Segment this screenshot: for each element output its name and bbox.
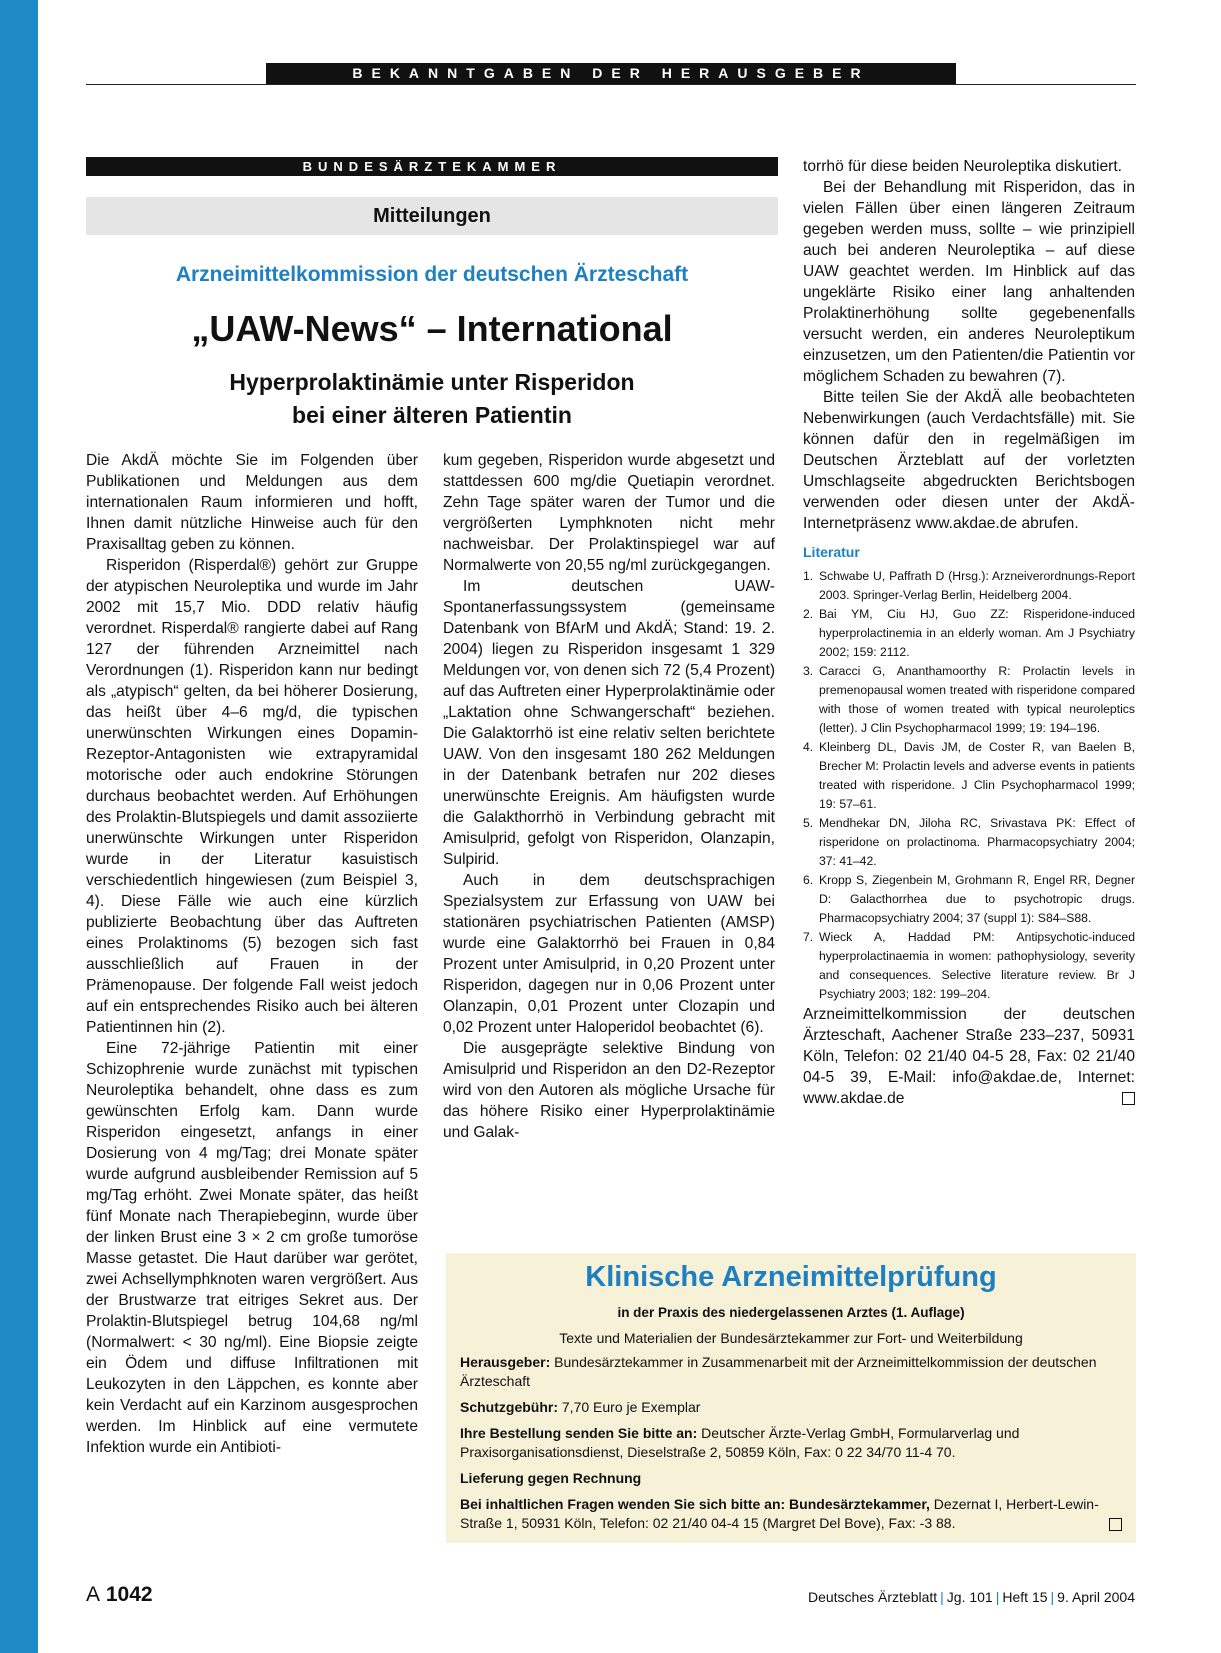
reference-number: 1.: [803, 569, 814, 583]
reference-text: Kleinberg DL, Davis JM, de Coster R, van Baelen B, Brecher M: Prolactin levels and adverse events in patients treated with risperidone. J Clin Psychopharmacol 1999; 19: 57–61.: [819, 740, 1135, 811]
reference-text: Mendhekar DN, Jiloha RC, Srivastava PK: Effect of risperidone on prolactinoma. Pharmacopsychiatry 2004; 37: 41–42.: [819, 816, 1135, 868]
subtitle-line-2: bei einer älteren Patientin: [292, 402, 572, 428]
header-rule: [86, 84, 1136, 85]
infobox-publisher: [460, 1353, 1122, 1391]
order-label: Ihre Bestellung senden Sie bitte an:: [460, 1425, 698, 1441]
article-title: „UAW-News“ – International: [191, 308, 673, 349]
infobox-title: Klinische Arzneimittelprüfung: [585, 1261, 997, 1293]
reference-list: [803, 567, 1135, 1004]
reference-text: Bai YM, Ciu HJ, Guo ZZ: Risperidone-induced hyperprolactinemia in an elderly woman. Am J Psychiatry 2002; 159: 2112.: [819, 607, 1135, 659]
reference-item: [803, 567, 1135, 605]
journal-footer: [808, 1589, 1135, 1605]
reference-number: 5.: [803, 816, 814, 830]
subtitle-line-1: Hyperprolaktinämie unter Risperidon: [229, 369, 635, 395]
journal-issue: Heft 15: [1002, 1589, 1048, 1605]
paragraph: Im deutschen UAW-Spontanerfassungssystem (gemeinsame Datenbank von BfArM und AkdÄ; Stand: 19. 2. 2004) liegen zu Risperidon insgesamt 1 329 Meldungen vor, von denen sich 72 (5,4 Prozent) auf das Auftreten einer Hyperprolaktinämie oder „Laktation ohne Schwangerschaft“ beziehen. Die Galaktorrhö ist eine relativ selten berichtete UAW. Von den insgesamt 180 262 Meldungen in der Datenbank betrafen nur 202 dieses unerwünschte Ereignis. Am häufigsten wurde die Galakthorrhö in Verbindung gebracht mit Amisulprid, gefolgt von Risperidon, Olanzapin, Sulpirid.: [443, 578, 776, 868]
end-mark-icon: [1109, 1518, 1122, 1531]
paragraph: Auch in dem deutschsprachigen Spezialsystem zur Erfassung von UAW bei stationären psychiatrischen Patienten (AMSP) wurde eine Galaktorrhö bei Frauen in 0,84 Prozent unter Amisulprid, in 0,20 Prozent unter Risperidon, dagegen nur in 0,06 Prozent unter Olanzapin, 0,01 Prozent unter Clozapin und 0,02 Prozent unter Haloperidol beobachtet (6).: [443, 872, 775, 1036]
infobox-body: [460, 1353, 1122, 1540]
journal-volume: Jg. 101: [946, 1589, 993, 1605]
organization-bar: BUNDESÄRZTEKAMMER: [86, 157, 778, 176]
paragraph: kum gegeben, Risperidon wurde abgesetzt und stattdessen 600 mg/die Quetiapin verordnet. Zehn Tage später waren der Tumor und die vergrößerten Lymphknoten nicht mehr nachweisbar. Der Prolaktinspiegel war auf Normalwerte von 20,55 ng/ml zurückgegangen.: [443, 452, 775, 574]
text-column-2: [443, 450, 775, 1143]
reference-number: 6.: [803, 873, 814, 887]
separator: |: [940, 1589, 944, 1605]
reference-item: [803, 738, 1135, 814]
address-paragraph: [803, 1004, 1135, 1109]
section-box-title: Mitteilungen: [86, 197, 778, 235]
article-subtitle: [86, 366, 778, 432]
fee-text: 7,70 Euro je Exemplar: [561, 1399, 701, 1415]
journal-name: Deutsches Ärzteblatt: [807, 1589, 938, 1605]
reference-item: [803, 662, 1135, 738]
infobox: [446, 1253, 1136, 1543]
address-text: Arzneimittelkommission der deutschen Ärzteschaft, Aachener Straße 233–237, 50931 Köln, Telefon: 02 21/40 04-5 28, Fax: 02 21/40 04-5 39, E-Mail: info@akdae.de, Internet: www.akdae.de: [803, 1006, 1135, 1107]
publisher-label: Herausgeber:: [460, 1354, 551, 1370]
paragraph: Die AkdÄ möchte Sie im Folgenden über Publikationen und Meldungen aus dem internationalen Raum informieren und hofft, Ihnen damit nützliche Hinweise auch für den Praxisalltag geben zu können.: [86, 452, 418, 553]
reference-text: Wieck A, Haddad PM: Antipsychotic-induced hyperprolactinaemia in women: pathophysiology, severity and consequences. Selective literature review. Br J Psychiatry 2003; 182: 199–204.: [819, 930, 1135, 1001]
page-number: [86, 1583, 153, 1607]
reference-text: Caracci G, Ananthamoorthy R: Prolactin levels in premenopausal women treated with risperidone compared with those of women treated with typical neuroleptics (letter). J Clin Psychopharmacol 1999; 19: 194–196.: [819, 664, 1135, 735]
infobox-subtitle: in der Praxis des niedergelassenen Arztes (1. Auflage): [617, 1305, 965, 1320]
text-column-1: [86, 450, 418, 1458]
paragraph: Bei der Behandlung mit Risperidon, das in vielen Fällen über einen längeren Zeitraum gegeben werden muss, sollte – wie prinzipiell auch bei anderen Neuroleptika – auf diese UAW geachtet werden. Im Hinblick auf das ungeklärte Risiko einer lang anhaltenden Prolaktinerhöhung sollte gegebenenfalls versucht werden, ein anderes Neuroleptikum einzusetzen, um den Patienten/die Patientin vor möglichem Schaden zu bewahren (7).: [803, 179, 1135, 385]
reference-number: 2.: [803, 607, 814, 621]
page-number-value: 1042: [105, 1583, 153, 1606]
paragraph: torrhö für diese beiden Neuroleptika diskutiert.: [803, 158, 1122, 175]
infobox-delivery: [460, 1469, 1122, 1488]
reference-number: 7.: [803, 930, 814, 944]
publisher-text: Bundesärztekammer in Zusammenarbeit mit der Arzneimittelkommission der deutschen Ärzteschaft: [460, 1354, 1097, 1389]
reference-item: [803, 871, 1135, 928]
side-color-bar: [0, 0, 38, 1653]
section-header: BEKANNTGABEN DER HERAUSGEBER: [266, 63, 956, 84]
separator: |: [1050, 1589, 1055, 1605]
order-text: Deutscher Ärzte-Verlag GmbH, Formularverlag und Praxisorganisationsdienst, Dieselstraße 2, 50859 Köln, Fax: 0 22 34/70 11-4 70.: [460, 1425, 1020, 1460]
journal-date: 9. April 2004: [1057, 1589, 1135, 1605]
delivery-text: Lieferung gegen Rechnung: [460, 1470, 642, 1486]
text-column-3: [803, 156, 1135, 1109]
paragraph: Bitte teilen Sie der AkdÄ alle beobachteten Nebenwirkungen (auch Verdachtsfälle) mit. Sie können dafür den in regelmäßigen im Deutschen Ärzteblatt auf der vorletzten Umschlagseite abgedruckten Berichtsbogen verwenden oder diesen unter der AkdÄ-Internetpräsenz www.akdae.de abrufen.: [803, 389, 1135, 532]
infobox-fee: [460, 1398, 1122, 1417]
page-prefix: A: [86, 1583, 101, 1606]
separator: |: [995, 1589, 1000, 1605]
infobox-contact: [460, 1495, 1122, 1533]
reference-item: [803, 928, 1135, 1004]
fee-label: Schutzgebühr:: [460, 1399, 558, 1415]
reference-item: [803, 814, 1135, 871]
reference-text: Kropp S, Ziegenbein M, Grohmann R, Engel RR, Degner D: Galacthorrhea due to psychotropic drugs. Pharmacopsychiatry 2004; 37 (suppl 1): S84–S88.: [819, 873, 1135, 925]
reference-number: 3.: [803, 664, 814, 678]
literature-heading: Literatur: [803, 544, 860, 560]
infobox-order: [460, 1424, 1122, 1462]
reference-item: [803, 605, 1135, 662]
paragraph: Die ausgeprägte selektive Bindung von Amisulprid und Risperidon an den D2-Rezeptor wird von den Autoren als mögliche Ursache für das höhere Risiko einer Hyperprolaktinämie und Galak-: [443, 1040, 775, 1141]
end-mark-icon: [1122, 1092, 1135, 1105]
contact-label: Bei inhaltlichen Fragen wenden Sie sich bitte an: Bundesärztekammer,: [460, 1496, 930, 1512]
infobox-series: Texte und Materialien der Bundesärztekammer zur Fort- und Weiterbildung: [559, 1330, 1023, 1346]
paragraph: Eine 72-jährige Patientin mit einer Schizophrenie wurde zunächst mit typischen Neuroleptika behandelt, ohne dass es zum gewünschten Erfolg kam. Dann wurde Risperidon eingesetzt, anfangs in einer Dosierung von 4 mg/Tag; drei Monate später wurde aufgrund ausbleibender Remission auf 5 mg/Tag erhöht. Zwei Monate später, das heißt fünf Monate nach Therapiebeginn, wurde über der linken Brust eine 3 × 2 cm große tumoröse Masse getastet. Die Haut darüber war gerötet, zwei Achsellymphknoten waren vergrößert. Aus der Brustwarze trat eitriges Sekret aus. Der Prolaktin-Blutspiegel betrug 104,68 ng/ml (Normalwert: < 30 ng/ml). Eine Biopsie zeigte ein Ödem und diffuse Infiltrationen mit Leukozyten in den Läppchen, es konnte aber kein Verdacht auf ein Karzinom ausgesprochen werden. Im Hinblick auf eine vermutete Infektion wurde ein Antibioti-: [86, 1040, 418, 1456]
reference-number: 4.: [803, 740, 814, 754]
article-organization: Arzneimittelkommission der deutschen Ärzteschaft: [175, 263, 689, 286]
reference-text: Schwabe U, Paffrath D (Hrsg.): Arzneiverordnungs-Report 2003. Springer-Verlag Berlin, Heidelberg 2004.: [819, 569, 1135, 602]
contact-text: Dezernat I, Herbert-Lewin-Straße 1, 50931 Köln, Telefon: 02 21/40 04-4 15 (Margret Del Bove), Fax: -3 88.: [460, 1496, 1099, 1531]
paragraph: Risperidon (Risperdal®) gehört zur Gruppe der atypischen Neuroleptika und wurde im Jahr 2002 mit 15,7 Mio. DDD relativ häufig verordnet. Risperdal® rangierte dabei auf Rang 127 der führenden Arzneimittel nach Verordnungen (1). Risperidon kann nur bedingt als „atypisch“ gelten, da bei höherer Dosierung, das heißt über 4–6 mg/d, die typischen unerwünschten Wirkungen eines Dopamin-Rezeptor-Antagonisten wie extrapyramidal motorische oder auch endokrine Störungen durchaus beobachtet werden. Auf Erhöhungen des Prolaktin-Blutspiegels und damit assoziierte unerwünschte Wirkungen unter Risperidon wurde in der Literatur kasuistisch verschiedentlich hingewiesen (zum Beispiel 3, 4). Diese Fälle wie auch eine kürzlich publizierte Beobachtung über das Auftreten eines Prolaktinoms (5) bezogen sich fast ausschließlich auf Frauen in der Prämenopause. Der folgende Fall weist jedoch auf ein entsprechendes Risiko auch bei älteren Patientinnen hin (2).: [86, 557, 418, 1036]
